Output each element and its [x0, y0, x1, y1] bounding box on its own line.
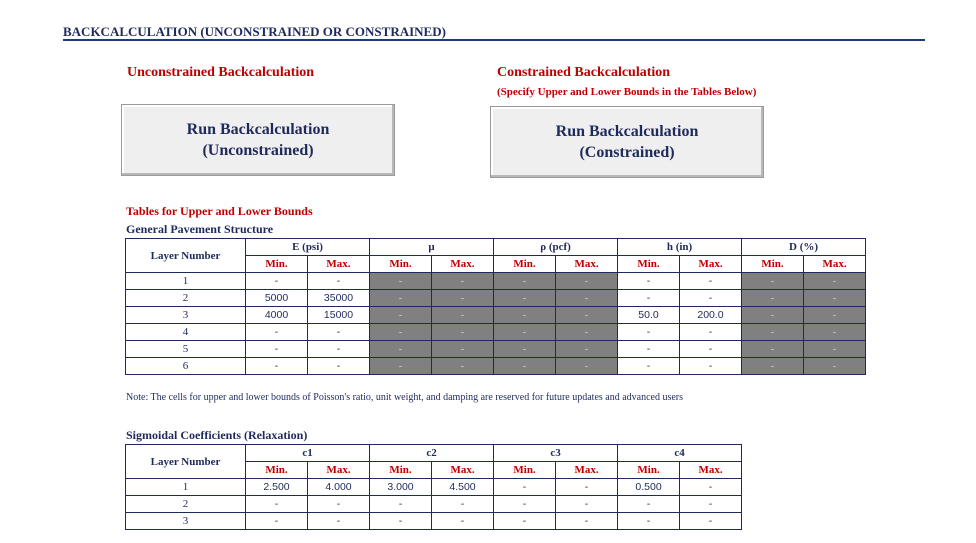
mu-min-cell: - — [370, 324, 432, 341]
rho-min-cell: - — [494, 307, 556, 324]
c4-header: c4 — [618, 445, 742, 462]
layer-number-cell: 3 — [126, 307, 246, 324]
rho-max-cell: - — [556, 324, 618, 341]
h-min-cell[interactable]: - — [618, 273, 680, 290]
c3-min-cell[interactable]: - — [494, 479, 556, 496]
mu-max-cell: - — [432, 341, 494, 358]
table-row — [126, 358, 866, 375]
run-unconstrained-label-2: (Unconstrained) — [202, 142, 314, 159]
layer-number-cell: 3 — [126, 513, 246, 530]
rho-max-cell: - — [556, 290, 618, 307]
d-min-cell: - — [742, 324, 804, 341]
e-max-cell[interactable]: - — [308, 358, 370, 375]
mu-min-cell: - — [370, 341, 432, 358]
c1-min-cell[interactable]: - — [246, 496, 308, 513]
run-unconstrained-label-1: Run Backcalculation — [186, 121, 330, 138]
rho-max-cell: - — [556, 341, 618, 358]
c4-max-cell[interactable]: - — [680, 496, 742, 513]
d-max-cell: - — [804, 324, 866, 341]
e-min-cell[interactable]: - — [246, 341, 308, 358]
run-constrained-label-1: Run Backcalculation — [555, 123, 699, 140]
min-header: Min. — [494, 462, 556, 479]
table-row — [126, 307, 866, 324]
min-header: Min. — [370, 256, 432, 273]
e-max-cell[interactable]: - — [308, 273, 370, 290]
c2-min-cell[interactable]: - — [370, 496, 432, 513]
e-min-cell[interactable]: - — [246, 324, 308, 341]
c2-min-cell[interactable]: - — [370, 513, 432, 530]
c4-min-cell[interactable]: - — [618, 496, 680, 513]
c2-header: c2 — [370, 445, 494, 462]
table-row — [126, 496, 742, 513]
c1-max-cell[interactable]: 4.000 — [308, 479, 370, 496]
c1-max-cell[interactable]: - — [308, 513, 370, 530]
layer-number-cell: 2 — [126, 496, 246, 513]
e-min-cell[interactable]: 4000 — [246, 307, 308, 324]
general-structure-title: General Pavement Structure — [126, 222, 274, 236]
page-title: BACKCALCULATION (UNCONSTRAINED OR CONSTRAINED) — [63, 24, 446, 39]
run-unconstrained-button[interactable] — [121, 104, 395, 176]
bounds-section-title: Tables for Upper and Lower Bounds — [126, 204, 313, 218]
c3-header: c3 — [494, 445, 618, 462]
c3-min-cell[interactable]: - — [494, 496, 556, 513]
table-row — [126, 513, 742, 530]
c4-max-cell[interactable]: - — [680, 513, 742, 530]
d-max-cell: - — [804, 307, 866, 324]
h-max-cell[interactable]: - — [680, 358, 742, 375]
d-min-cell: - — [742, 358, 804, 375]
unconstrained-title: Unconstrained Backcalculation — [127, 65, 315, 80]
mu-min-cell: - — [370, 273, 432, 290]
rho-min-cell: - — [494, 341, 556, 358]
min-header: Min. — [370, 462, 432, 479]
h-min-cell[interactable]: 50.0 — [618, 307, 680, 324]
layer-number-cell: 1 — [126, 273, 246, 290]
e-min-cell[interactable]: - — [246, 273, 308, 290]
e-max-cell[interactable]: - — [308, 324, 370, 341]
h-min-cell[interactable]: - — [618, 290, 680, 307]
max-header: Max. — [556, 256, 618, 273]
table-row — [126, 479, 742, 496]
mu-max-cell: - — [432, 324, 494, 341]
h-header: h (in) — [618, 239, 742, 256]
max-header: Max. — [432, 462, 494, 479]
rho-min-cell: - — [494, 358, 556, 375]
max-header: Max. — [680, 462, 742, 479]
layer-number-cell: 6 — [126, 358, 246, 375]
c1-header: c1 — [246, 445, 370, 462]
c3-max-cell[interactable]: - — [556, 513, 618, 530]
c4-min-cell[interactable]: - — [618, 513, 680, 530]
d-min-cell: - — [742, 307, 804, 324]
e-max-cell[interactable]: 15000 — [308, 307, 370, 324]
h-max-cell[interactable]: - — [680, 290, 742, 307]
general-pavement-table — [125, 238, 866, 375]
reserved-cells-note: Note: The cells for upper and lower bounds of Poisson's ratio, unit weight, and damping are reserved for future updates and advanced users — [126, 392, 684, 403]
mu-min-cell: - — [370, 358, 432, 375]
c4-min-cell[interactable]: 0.500 — [618, 479, 680, 496]
mu-max-cell: - — [432, 307, 494, 324]
rho-max-cell: - — [556, 307, 618, 324]
rho-max-cell: - — [556, 273, 618, 290]
h-max-cell[interactable]: - — [680, 341, 742, 358]
layer-number-header: Layer Number — [126, 239, 246, 273]
rho-min-cell: - — [494, 290, 556, 307]
run-constrained-button[interactable] — [490, 106, 764, 178]
e-max-cell[interactable]: - — [308, 341, 370, 358]
c3-max-cell[interactable]: - — [556, 496, 618, 513]
mu-max-cell: - — [432, 273, 494, 290]
d-min-cell: - — [742, 341, 804, 358]
d-max-cell: - — [804, 358, 866, 375]
layer-number-cell: 5 — [126, 341, 246, 358]
e-max-cell[interactable]: 35000 — [308, 290, 370, 307]
max-header: Max. — [432, 256, 494, 273]
mu-min-cell: - — [370, 290, 432, 307]
h-max-cell[interactable]: 200.0 — [680, 307, 742, 324]
table-row — [126, 341, 866, 358]
e-min-cell[interactable]: 5000 — [246, 290, 308, 307]
min-header: Min. — [742, 256, 804, 273]
e-min-cell[interactable]: - — [246, 358, 308, 375]
min-header: Min. — [494, 256, 556, 273]
run-constrained-label-2: (Constrained) — [579, 144, 675, 161]
table-row — [126, 324, 866, 341]
d-max-cell: - — [804, 290, 866, 307]
h-min-cell[interactable]: - — [618, 341, 680, 358]
rho-min-cell: - — [494, 273, 556, 290]
c2-max-cell[interactable]: - — [432, 496, 494, 513]
sigmoidal-title: Sigmoidal Coefficients (Relaxation) — [126, 428, 308, 442]
c1-min-cell[interactable]: - — [246, 513, 308, 530]
min-header: Min. — [246, 256, 308, 273]
c4-max-cell[interactable]: - — [680, 479, 742, 496]
constrained-title: Constrained Backcalculation — [497, 65, 671, 80]
mu-max-cell: - — [432, 290, 494, 307]
header-divider — [63, 39, 925, 41]
layer-number-cell: 2 — [126, 290, 246, 307]
layer-number-cell: 1 — [126, 479, 246, 496]
e-header: E (psi) — [246, 239, 370, 256]
min-header: Min. — [246, 462, 308, 479]
c3-max-cell[interactable]: - — [556, 479, 618, 496]
sigmoidal-table — [125, 444, 742, 530]
d-max-cell: - — [804, 341, 866, 358]
d-max-cell: - — [804, 273, 866, 290]
min-header: Min. — [618, 256, 680, 273]
d-min-cell: - — [742, 290, 804, 307]
c2-min-cell[interactable]: 3.000 — [370, 479, 432, 496]
d-min-cell: - — [742, 273, 804, 290]
h-min-cell[interactable]: - — [618, 324, 680, 341]
c1-min-cell[interactable]: 2.500 — [246, 479, 308, 496]
h-max-cell[interactable]: - — [680, 324, 742, 341]
c1-max-cell[interactable]: - — [308, 496, 370, 513]
c2-max-cell[interactable]: - — [432, 513, 494, 530]
constrained-subtitle: (Specify Upper and Lower Bounds in the Tables Below) — [497, 86, 757, 98]
max-header: Max. — [804, 256, 866, 273]
c3-min-cell[interactable]: - — [494, 513, 556, 530]
min-header: Min. — [618, 462, 680, 479]
h-min-cell[interactable]: - — [618, 358, 680, 375]
max-header: Max. — [308, 462, 370, 479]
mu-header: μ — [370, 239, 494, 256]
h-max-cell[interactable]: - — [680, 273, 742, 290]
mu-min-cell: - — [370, 307, 432, 324]
rho-max-cell: - — [556, 358, 618, 375]
max-header: Max. — [556, 462, 618, 479]
rho-header: ρ (pcf) — [494, 239, 618, 256]
rho-min-cell: - — [494, 324, 556, 341]
max-header: Max. — [680, 256, 742, 273]
layer-number-cell: 4 — [126, 324, 246, 341]
c2-max-cell[interactable]: 4.500 — [432, 479, 494, 496]
d-header: D (%) — [742, 239, 866, 256]
table-row — [126, 273, 866, 290]
max-header: Max. — [308, 256, 370, 273]
mu-max-cell: - — [432, 358, 494, 375]
layer-number-header: Layer Number — [126, 445, 246, 479]
table-row — [126, 290, 866, 307]
